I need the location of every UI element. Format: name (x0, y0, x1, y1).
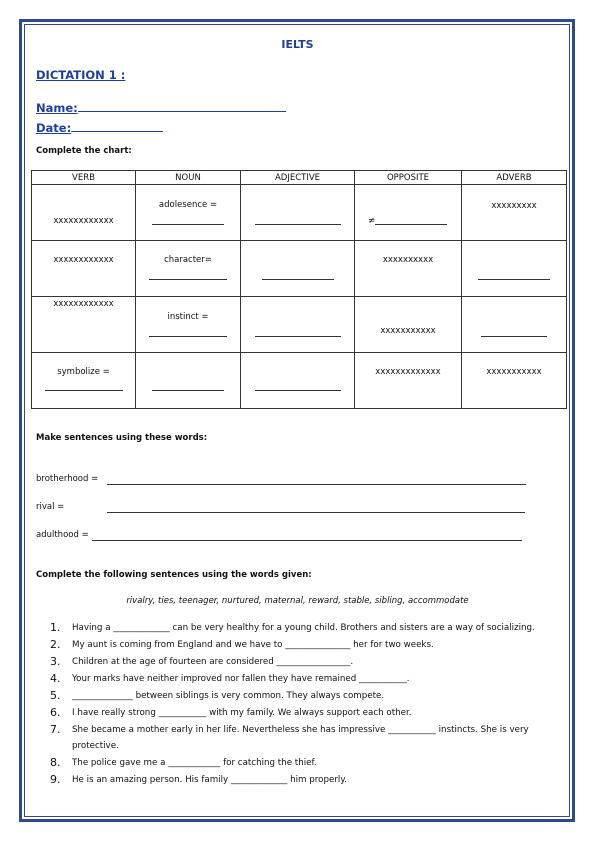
answer-blank[interactable] (262, 279, 334, 280)
chart-cell (32, 241, 136, 297)
item-text: I have really strong ___________ with my family. We always support each other. (72, 708, 412, 718)
header-opposite: OPPOSITE (355, 171, 462, 185)
dictation-heading: DICTATION 1 : (36, 68, 126, 82)
sentence-list (50, 620, 565, 788)
item-text: Children at the age of fourteen are considered _________________. (72, 657, 354, 667)
complete-instruction: Complete the following sentences using the words given: (36, 570, 312, 580)
cell-text: adolesence = (158, 200, 218, 210)
sentence-line-rival[interactable] (107, 512, 525, 513)
name-label: Name: (36, 101, 78, 115)
list-item (50, 772, 565, 788)
answer-blank[interactable] (149, 279, 227, 280)
item-number: 1. (50, 621, 61, 634)
chart-header-row (32, 171, 567, 185)
answer-blank[interactable] (375, 224, 447, 225)
item-number: 9. (50, 773, 61, 786)
chart-cell (355, 241, 462, 297)
item-text: Your marks have neither improved nor fallen they have remained ___________. (72, 674, 410, 684)
chart-cell[interactable] (462, 241, 567, 297)
chart-cell[interactable] (241, 241, 355, 297)
sentences-instruction: Make sentences using these words: (36, 433, 208, 443)
chart-cell (355, 297, 462, 353)
sentence-word-adulthood: adulthood = (36, 530, 89, 540)
chart-cell (462, 353, 567, 409)
item-text: The police gave me a ____________ for catching the thief. (72, 758, 317, 768)
item-number: 3. (50, 655, 61, 668)
item-number: 7. (50, 723, 61, 736)
chart-cell (355, 353, 462, 409)
answer-blank[interactable] (255, 390, 341, 391)
item-text: Having a _____________ can be very healthy for a young child. Brothers and sisters are a way of socializing. (72, 623, 535, 633)
word-bank: rivalry, ties, teenager, nurtured, maternal, reward, stable, sibling, accommodate (126, 596, 469, 606)
table-row (32, 185, 567, 241)
item-number: 6. (50, 706, 61, 719)
cell-text: xxxxxxxxxxxx (53, 255, 114, 265)
chart-cell (136, 241, 241, 297)
cell-text: xxxxxxxxx (491, 201, 537, 211)
chart-cell (136, 297, 241, 353)
list-item (50, 620, 565, 636)
item-number: 8. (50, 756, 61, 769)
chart-cell[interactable] (241, 185, 355, 241)
item-number: 5. (50, 689, 61, 702)
list-item (50, 671, 565, 687)
answer-blank[interactable] (149, 336, 227, 337)
chart-cell[interactable] (462, 297, 567, 353)
cell-text: character= (164, 255, 212, 265)
cell-text: xxxxxxxxxxxx (53, 299, 114, 309)
chart-cell (355, 185, 462, 241)
answer-blank[interactable] (255, 224, 341, 225)
name-row (36, 97, 286, 116)
table-row (32, 297, 567, 353)
list-item (50, 755, 565, 771)
sentence-line-brotherhood[interactable] (107, 484, 526, 485)
chart-cell[interactable] (136, 353, 241, 409)
answer-blank[interactable] (152, 224, 224, 225)
answer-blank[interactable] (152, 390, 224, 391)
header-adjective: ADJECTIVE (241, 171, 355, 185)
list-item (50, 688, 565, 704)
header-noun: NOUN (136, 171, 241, 185)
cell-text: xxxxxxxxxx (382, 255, 434, 265)
list-item (50, 654, 565, 670)
cell-text: xxxxxxxxxxxx (53, 216, 114, 226)
chart-cell[interactable] (241, 297, 355, 353)
answer-blank[interactable] (481, 336, 547, 337)
cell-text: xxxxxxxxxxx (486, 367, 542, 377)
item-number: 2. (50, 638, 61, 651)
header-adverb: ADVERB (462, 171, 567, 185)
cell-text: symbolize = (57, 367, 110, 377)
sentence-word-brotherhood: brotherhood = (36, 474, 99, 484)
chart-cell (136, 185, 241, 241)
table-row (32, 353, 567, 409)
item-text: She became a mother early in her life. Nevertheless she has impressive ___________ instincts. She is very protective. (72, 725, 529, 751)
chart-instruction: Complete the chart: (36, 146, 132, 156)
sentence-line-adulthood[interactable] (92, 540, 522, 541)
date-row (36, 117, 163, 136)
cell-text: instinct = (167, 312, 209, 322)
table-row (32, 241, 567, 297)
list-item (50, 705, 565, 721)
item-text: ______________ between siblings is very common. They always compete. (72, 691, 385, 701)
list-item (50, 637, 565, 653)
word-chart (31, 170, 567, 409)
item-text: My aunt is coming from England and we have to _______________ her for two weeks. (72, 640, 434, 650)
chart-cell (462, 185, 567, 241)
page-title: IELTS (281, 38, 314, 51)
not-equal-icon: ≠ (368, 216, 376, 226)
name-field[interactable] (78, 100, 286, 112)
answer-blank[interactable] (478, 279, 550, 280)
chart-cell (32, 185, 136, 241)
date-field[interactable] (71, 120, 163, 132)
answer-blank[interactable] (45, 390, 123, 391)
header-verb: VERB (32, 171, 136, 185)
date-label: Date: (36, 121, 72, 135)
sentence-word-rival: rival = (36, 502, 65, 512)
cell-text: xxxxxxxxxxxxx (375, 367, 441, 377)
chart-cell (32, 353, 136, 409)
chart-cell (32, 297, 136, 353)
chart-cell[interactable] (241, 353, 355, 409)
list-item (50, 722, 565, 754)
item-text: He is an amazing person. His family _____________ him properly. (72, 775, 347, 785)
item-number: 4. (50, 672, 61, 685)
answer-blank[interactable] (255, 336, 341, 337)
cell-text: xxxxxxxxxxx (380, 326, 436, 336)
